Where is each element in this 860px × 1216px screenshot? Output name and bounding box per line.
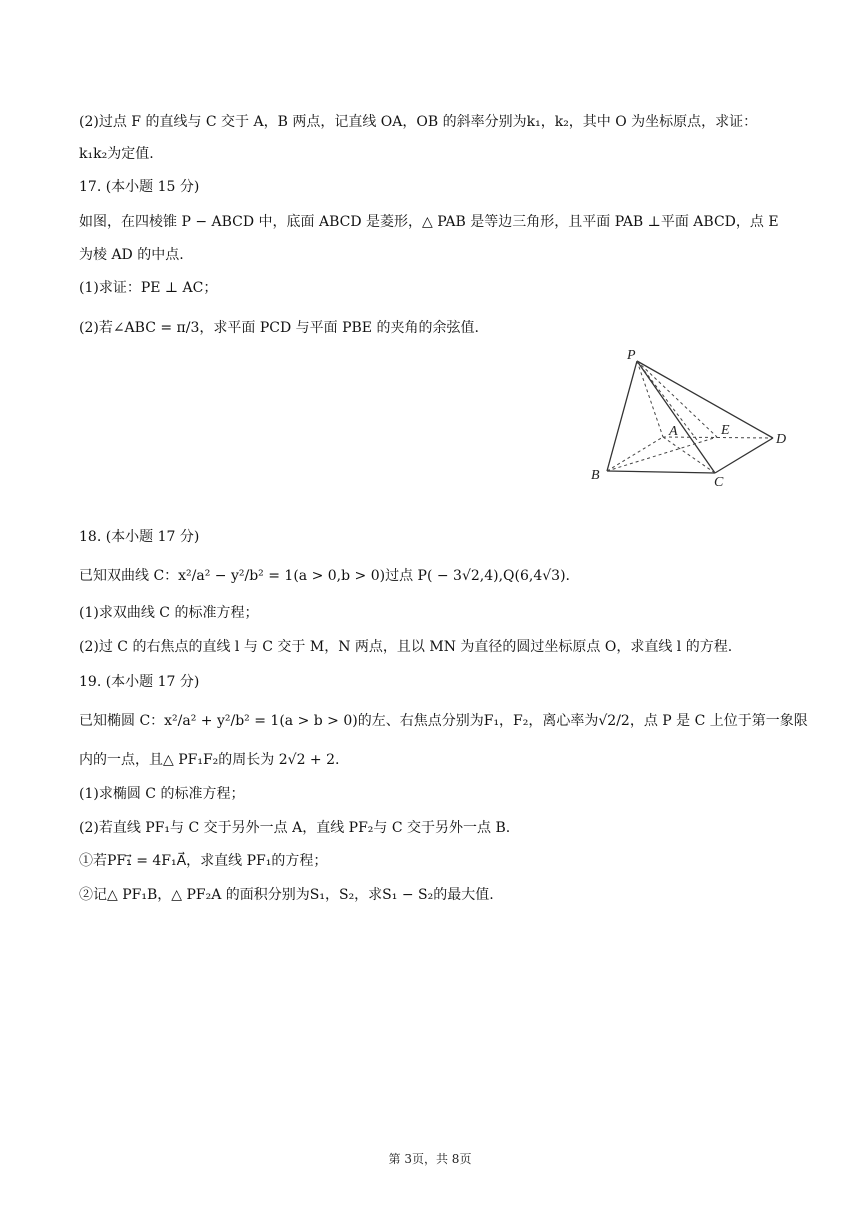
label-C: C	[714, 475, 724, 490]
label-P: P	[627, 348, 636, 363]
q17-stem-line2: 为棱 AD 的中点.	[79, 247, 184, 263]
q16-part2-line1: (2)过点 F 的直线与 C 交于 A，B 两点，记直线 OA，OB 的斜率分别为k₁，k₂，其中 O 为坐标原点，求证：	[79, 114, 758, 130]
q19-stem-line1: 已知椭圆 C：x²/a² + y²/b² = 1(a > b > 0)的左、右焦点分别为F₁，F₂，离心率为√2/2，点 P 是 C 上位于第一象限	[79, 713, 808, 729]
q19-heading: 19. (本小题 17 分)	[79, 674, 200, 690]
q17-stem-line1: 如图，在四棱锥 P − ABCD 中，底面 ABCD 是菱形，△ PAB 是等边三角形，且平面 PAB ⊥平面 ABCD，点 E	[79, 214, 779, 230]
q18-part2: (2)过 C 的右焦点的直线 l 与 C 交于 M，N 两点，且以 MN 为直径的圆过坐标原点 O，求直线 l 的方程.	[79, 639, 733, 655]
pyramid-figure	[585, 345, 800, 490]
q16-part2-line2: k₁k₂为定值.	[79, 146, 154, 162]
q17-part1: (1)求证：PE ⊥ AC；	[79, 280, 218, 296]
q17-heading: 17. (本小题 15 分)	[79, 179, 200, 195]
q19-stem-line2: 内的一点，且△ PF₁F₂的周长为 2√2 + 2.	[79, 752, 340, 768]
q19-part2-sub1: ①若PF₁⃗ = 4F₁A⃗，求直线 PF₁的方程；	[79, 853, 328, 869]
q18-stem: 已知双曲线 C：x²/a² − y²/b² = 1(a > 0,b > 0)过点 P( − 3√2,4),Q(6,4√3).	[79, 568, 570, 584]
q17-part2: (2)若∠ABC = π/3，求平面 PCD 与平面 PBE 的夹角的余弦值.	[79, 320, 479, 336]
q18-part1: (1)求双曲线 C 的标准方程；	[79, 605, 259, 621]
label-A: A	[669, 424, 678, 439]
q19-part1: (1)求椭圆 C 的标准方程；	[79, 786, 245, 802]
label-E: E	[721, 423, 730, 438]
q18-heading: 18. (本小题 17 分)	[79, 529, 200, 545]
page-footer: 第 3页，共 8页	[388, 1152, 472, 1166]
label-B: B	[591, 468, 600, 483]
q19-part2: (2)若直线 PF₁与 C 交于另外一点 A，直线 PF₂与 C 交于另外一点 B.	[79, 820, 511, 836]
label-D: D	[776, 432, 787, 447]
q19-part2-sub2: ②记△ PF₁B，△ PF₂A 的面积分别为S₁，S₂，求S₁ − S₂的最大值.	[79, 887, 494, 903]
